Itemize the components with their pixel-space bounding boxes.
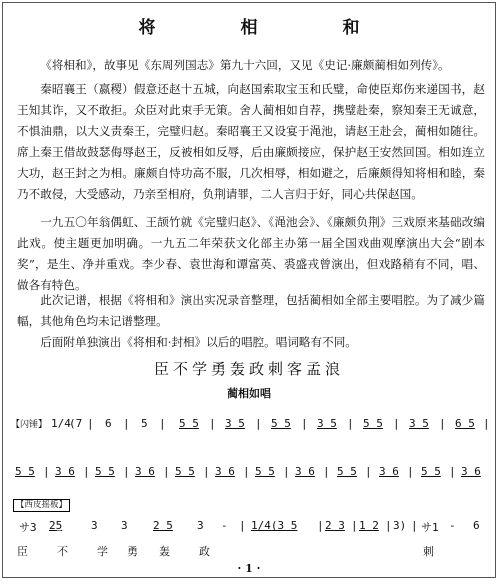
note-group: 5 5 [421,465,441,478]
note-group: 6 [105,417,112,430]
note-group: 5 5 [363,417,383,430]
lyric-char: 学 [97,545,108,558]
note-group: 2 3 [325,519,345,532]
note-group: 3 5 [317,417,337,430]
note-group: 5 5 [271,417,291,430]
note-group: 3 6 [135,465,155,478]
singer-credit: 蔺相如唱 [227,387,271,400]
notation-line-1: 【闪锤】 1/4 (7 | 6 | 5 | 5 5 | 3 5 | 5 5 | 3 5 | 5 5 | 3 5 | 6 5 | [11,417,490,430]
note-group: 3 [91,519,98,532]
notation-note-paragraph: 此次记谱，根据《将相和》演出实况录音整理，包括蔺相如全部主要唱腔。为了减少篇幅，其他角色均未记谱整理。 [17,293,485,329]
notation-line-3: サ3 2̣5 3 3 2 5 3 - | 1/4(3 5 | 2 3 | 1 2 | 3) | サ1 - 6 [19,519,480,534]
note-group: サ3 [19,521,37,534]
lyric-char: 不 [57,545,68,558]
history-paragraph: 一九五〇年翁偶虹、王颉竹就《完璧归赵》、《渑池会》、《廉颇负荆》三戏原来基础改编此戏。使主题更加明确。一九五二年荣获文化部主办第一届全国戏曲观摩演出大会“剧本奖”，是生、净并重戏。李少春、袁世海和谭富英、裘盛戎曾演出，但戏路稍有不同，唱、做各有特色。 [17,215,485,293]
note-group: - [221,519,228,532]
note-group: 1 2 [359,519,379,532]
note-group: 5 5 [175,465,195,478]
note-group: 5 5 [179,417,199,430]
note-group: 5 5 [15,465,35,478]
lyric-char: 刺 [423,545,434,558]
notation-line-2: 5 5 | 3 6 | 5 5 | 3 6 | 5 5 | 3 6 | 5 5 | 3 6 | 5 5 | 3 6 | 5 5 | 3 6 [15,465,481,478]
note-group: 3 5 [409,417,429,430]
note-group: 2̣5 [49,519,63,532]
note-group: 3 [197,519,204,532]
lyric-char: 轰 [159,545,170,558]
note-group: 5 [141,417,148,430]
note-group: 3 6 [461,465,481,478]
note-group: 5 5 [337,465,357,478]
appendix-note-paragraph: 后面附单独演出《将相和·封相》以后的唱腔。唱词略有不同。 [40,335,357,349]
banshi-tag: 【闪锤】 [11,420,48,430]
page-title: 将 相 和 [138,18,394,38]
page-number: · 1 · [237,562,261,575]
note-group: 3 6 [295,465,315,478]
intro-paragraph-1: 《将相和》，故事见《东周列国志》第九十六回，又见《史记·廉颇蔺相如列传》。 [40,58,450,72]
lyric-char: 臣 [17,545,28,558]
note-group: - [449,519,456,532]
note-group: 6 5 [455,417,475,430]
note-group: 3 [121,519,128,532]
banshi-label: 【西皮摇板】 [13,499,70,512]
note-group: (7 [69,417,83,430]
note-group: 5 5 [255,465,275,478]
note-group: 3) [393,519,407,532]
score-page [2,2,496,578]
note-group: 1/4(3 5 [251,519,298,532]
note-group: 2 5 [153,519,173,532]
synopsis-paragraph: 秦昭襄王（嬴稷）假意还赵十五城，向赵国索取宝玉和氏璧，命使臣郑伤来递国书，赵王知其诈，又不敢拒。众臣对此束手无策。舍人蔺相如自荐，携璧赴秦，察知秦王无诚意，不惧油鼎，以大义责秦王，完璧归赵。秦昭襄王又设宴于渑池，请赵王赴会，蔺相如随往。席上秦王借故鼓瑟侮辱赵王，反被相如反辱，后由廉颇接应，保护赵王安然回国。相如连立大功，赵王封之为相。廉颇自恃功高不服，几次相辱，相如避之，后廉颇得知将相和睦，秦乃不敢侵，大受感动，乃亲至相府，负荆请罪，二人言归于好，同心共保赵国。 [17,82,485,202]
time-signature: 1/4 [51,417,71,430]
note-group: サ1 [421,521,439,534]
note-group: 3 6 [55,465,75,478]
note-group: 3 6 [379,465,399,478]
lyric-char: 勇 [127,545,138,558]
note-group: 6 [473,519,480,532]
lyric-char: 政 [199,545,210,558]
song-title: 臣不学勇轰政刺客孟浪 [153,360,344,378]
note-group: 3 6 [215,465,235,478]
note-group: 3 5 [225,417,245,430]
note-group: 5 5 [95,465,115,478]
